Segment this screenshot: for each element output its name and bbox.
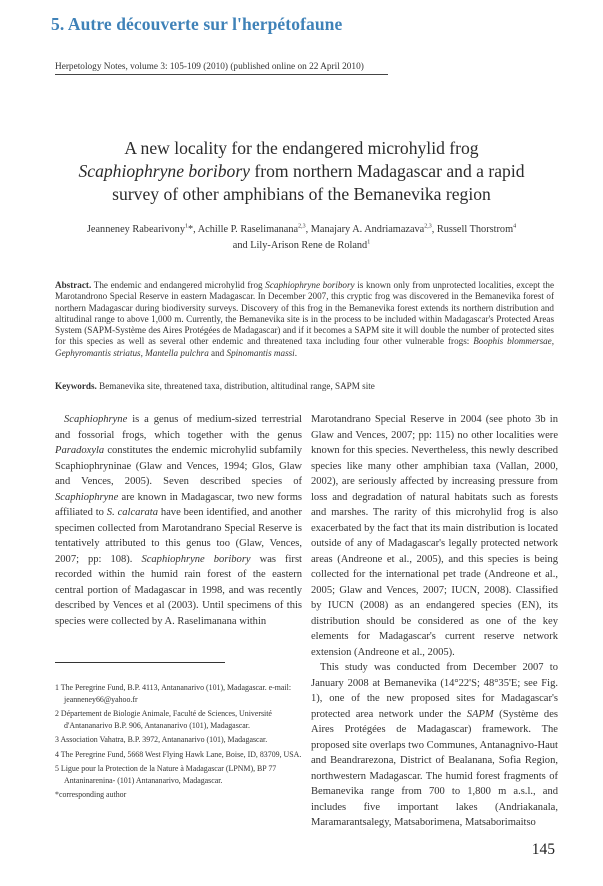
footnote-2: 2 Département de Biologie Animale, Faculté de Sciences, Université d'Antananarivo B.P. 906, Antananarivo (101), Madagascar. — [55, 709, 272, 730]
body-text: have been identified, and another specimen collected from Marotandrano Special Reserve is tentatively attributed to this genus too (Glaw, Vences, 2007; pp: 108). — [55, 507, 302, 565]
affiliation-sup: 1 — [367, 239, 371, 246]
species-name: Scaphiophryne boribory — [141, 553, 251, 565]
abstract-text: . — [294, 347, 297, 358]
abstract-text: and — [208, 347, 227, 358]
footnote-1: 1 The Peregrine Fund, B.P. 4113, Antananarivo (101), Madagascar. e-mail: jeanneney66@yahoo.fr — [55, 683, 292, 704]
body-text: was first recorded within the humid rain forest of the eastern central portion of Madagascar in 1998, and was recently described by Vences et al (2003). Until specimens of this species were collected by A. Raselimanana within — [55, 553, 302, 627]
author-line-2 — [40, 238, 563, 254]
abstract-text: is known only from unprotected localities, except the Marotandrono Special Reserve in eastern Madagascar. In December 2007, this cryptic frog was discovered in the Bemanevika forest of northern Madagascar during biodiversity surveys. Discovery of this frog in the Bemanevika forest extends its northern distribution and altitudinal range to above 1,000 m. Currently, the Bemanevika site is in the process to be included within Madagascar's Protected Areas System (SAPM-Système des Aires Protégées de Madagascar) and if it becomes a SAPM site it will double the number of protected sites for this species as well as several other endemic and threatened taxa including four other vulnerable frogs: — [55, 280, 555, 347]
author-list — [40, 222, 563, 254]
body-text: is a genus of medium-sized terrestrial and fossorial frogs, which together with the genus — [55, 414, 302, 441]
author-andriamazava: , Manajary A. Andriamazava — [305, 224, 425, 235]
keywords-text: Bemanevika site, threatened taxa, distribution, altitudinal range, SAPM site — [96, 381, 375, 391]
title-line-1: A new locality for the endangered microhylid frog — [124, 138, 479, 158]
title-species-name: Scaphiophryne boribory — [78, 161, 250, 181]
body-paragraph — [55, 412, 302, 629]
body-column-right — [311, 412, 558, 831]
genus-name: Scaphiophryne — [55, 491, 119, 503]
body-text: (Système des Aires Protégées de Madagascar) framework. The proposed site overlaps two Communes, Antanagnivo-Haut and Beandrarezona, District of Bealanana, Sofia Region, northwestern Madagascar. The humid forest fragments of Bemanevika range from 700 to 1,800 m a.s.l., and includes five important lakes (Andriakanala, Maramarantsalegy, Matsaborimena, Matsaborimaitso — [311, 708, 558, 829]
affiliation-sup: 4 — [513, 223, 517, 230]
author-raselimanana: *, Achille P. Raselimanana — [187, 224, 299, 235]
keywords — [55, 381, 554, 392]
body-text: This study was conducted from December 2007 to January 2008 at Bemanevika (14°22'S; 48°35'E; see Fig. 1), one of the new proposed sites for Madagascar's protected area network under the — [311, 662, 558, 720]
genus-name: Paradoxyla — [55, 445, 105, 457]
affiliation-sup: 1 — [184, 223, 188, 230]
page-number: 145 — [531, 841, 555, 858]
author-rene-de-roland: and Lily-Arison Rene de Roland — [232, 240, 368, 251]
journal-citation: Herpetology Notes, volume 3: 105-109 (2010) (published online on 22 April 2010) — [55, 62, 364, 72]
title-line-2 — [40, 160, 563, 183]
footnote-corresponding-author: *corresponding author — [55, 790, 127, 799]
body-text: are known in Madagascar, two new forms affiliated to — [55, 491, 302, 519]
affiliation-sup: 2,3 — [424, 223, 432, 230]
footnotes — [55, 682, 305, 804]
abstract — [55, 280, 554, 359]
body-paragraph — [311, 660, 558, 831]
section-title: 5. Autre découverte sur l'herpétofaune — [51, 14, 343, 34]
journal-rule-divider — [55, 74, 388, 75]
abstract-species: Boophis blommersae, Gephyromantis striatus, Mantella pulchra — [55, 336, 555, 358]
affiliation-sup: 2,3 — [298, 223, 306, 230]
footnote-5: 5 Ligue pour la Protection de la Nature à Madagascar (LPNM), BP 77 Antaninarenina- (101) Antananarivo, Madagascar. — [55, 764, 277, 785]
author-line-1 — [40, 222, 563, 238]
sapm-acronym: SAPM — [466, 708, 494, 720]
keywords-label: Keywords. — [55, 381, 97, 391]
abstract-text: The endemic and endangered microhylid frog — [91, 280, 266, 290]
abstract-label: Abstract. — [55, 280, 92, 290]
body-text: constitutes the endemic microhylid subfamily Scaphiophryninae (Glaw and Vences, 1994; Glos, Glaw and Vences, 2005). Seven described species of — [55, 445, 302, 488]
title-line-3: survey of other amphibians of the Bemanevika region — [112, 184, 491, 204]
abstract-species: Spinomantis massi — [226, 347, 295, 358]
article-title — [40, 137, 563, 206]
footnote-3: 3 Association Vahatra, B.P. 3972, Antananarivo (101), Madagascar. — [55, 735, 268, 744]
body-paragraph: Marotandrano Special Reserve in 2004 (see photo 3b in Glaw and Vences, 2007; pp: 115) no other localities were known for this species. Nevertheless, this newly described species like many other amphibian taxa (Vallan, 2000, 2002), are seriously affected by increasing pressure from loss and degradation of natural habitats such as forests and marshes. The rarity of this microhylid frog is also exacerbated by the fact that its main distribution is located outside of any of Madagascar's legally protected network areas (Andreone et al., 2005), and this species is being collected for the international pet trade (Andreone et al., 2005; Glaw and Vences, 2007; IUCN, 2008). Classified by IUCN (2008) as an endangered species (EN), its distribution should be considered as one of the key elements for Madagascar's current reserve network extension (Andreone et al., 2005). — [311, 414, 558, 658]
body-column-left — [55, 412, 302, 629]
author-thorstrom: , Russell Thorstrom — [431, 224, 514, 235]
species-name: S. calcarata — [106, 507, 158, 519]
genus-name: Scaphiophryne — [64, 414, 128, 425]
title-line-2-rest: from northern Madagascar and a rapid — [249, 161, 525, 181]
abstract-species: Scaphiophryne boribory — [265, 280, 355, 290]
footnote-rule-divider — [55, 662, 225, 663]
footnote-4: 4 The Peregrine Fund, 5668 West Flying Hawk Lane, Boise, ID, 83709, USA. — [55, 749, 302, 759]
author-rabearivony: Jeanneney Rabearivony — [86, 224, 185, 235]
